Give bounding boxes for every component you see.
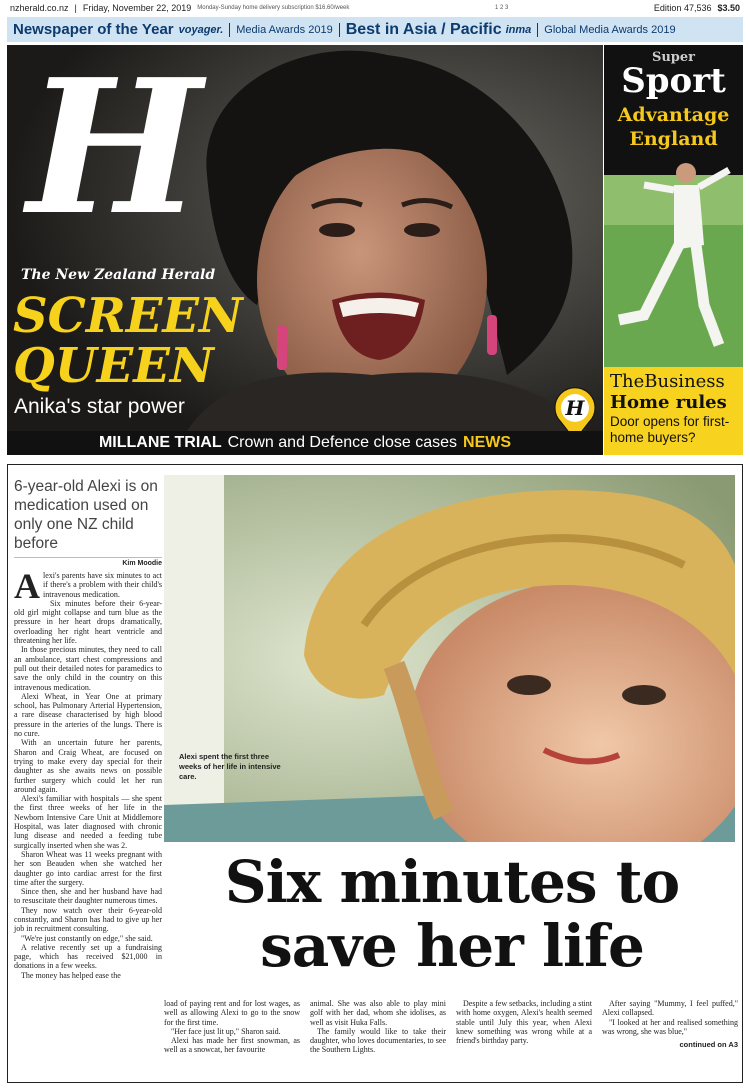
cover-subhead: Anika's star power <box>14 395 185 418</box>
story-column-1 <box>14 566 162 980</box>
story-headline-line-1: Six minutes to <box>224 848 680 916</box>
cover-headline-line-1: SCREEN <box>13 288 243 344</box>
story-column-2 <box>164 999 300 1055</box>
sport-promo-headline <box>604 103 743 151</box>
story-paragraph: Despite a few setbacks, including a stint with home oxygen, Alexi's health seemed stable until July this year, when Alexi knew something was wrong while at a friend's birthday party. <box>456 999 592 1046</box>
global-media-awards-label: Global Media Awards 2019 <box>544 23 676 36</box>
continued-link[interactable]: continued on A3 <box>679 1040 738 1050</box>
divider <box>537 23 538 37</box>
story-paragraph: A relative recently set up a fundraising page, which has received $21,000 in donations in a few weeks. <box>14 942 162 971</box>
sport-promo-panel[interactable] <box>604 45 743 367</box>
site-url: nzherald.co.nz <box>10 3 69 13</box>
story-paragraph: With an uncertain future her parents, Sharon and Craig Wheat, are focused on trying to make every day special for their daughter as she awaits news on possible further surgery which could let her run around again. <box>14 738 162 794</box>
date-separator: | <box>74 3 77 13</box>
news-teaser-text: Crown and Defence close cases <box>227 434 458 451</box>
cover-price: $3.50 <box>717 3 740 13</box>
story-paragraph: The money has helped ease the <box>21 970 121 980</box>
story-paragraph: After saying "Mummy, I feel puffed," Alexi collapsed. <box>602 999 738 1018</box>
drop-cap: A <box>14 566 40 606</box>
issue-date: Friday, November 22, 2019 <box>82 3 192 13</box>
top-info-line <box>10 0 740 16</box>
story-paragraph: Alexi's familiar with hospitals — she spent the first three weeks of her life in the Newborn Intensive Care Unit at Middlemore Hospital, was later diagnosed with chronic lung disease and needed a feeding tube surgically inserted when she was 2. <box>14 794 162 850</box>
business-headline: Home rules <box>610 392 727 413</box>
page-code: 1 2 3 <box>494 5 509 11</box>
story-paragraph: The family would like to take their daughter, who loves documentaries, to see the Southern Lights. <box>310 1026 446 1055</box>
story-headline <box>164 850 740 978</box>
divider <box>339 23 340 37</box>
sport-promo-line-1: Advantage <box>617 104 730 126</box>
story-byline: Kim Moodie <box>14 557 162 567</box>
story-column-5 <box>602 999 738 1055</box>
girl-in-hat-photo <box>164 475 735 842</box>
story-paragraph: load of paying rent and for lost wages, as well as allowing Alexi to go to the snow for the first time. <box>164 999 300 1027</box>
hero-panel <box>7 45 603 431</box>
inma-logo: inma <box>505 23 532 36</box>
story-paragraph: Six minutes before their 6-year-old girl might collapse and turn blue as the pressure in her heart drops dramatically, overloading her right heart ventricle and threatening her life. <box>14 598 162 646</box>
story-headline-line-2: save her life <box>260 912 644 980</box>
business-subhead: Door opens for first-home buyers? <box>610 414 730 445</box>
edition-number: Edition 47,536 <box>653 3 712 13</box>
story-paragraph: "We're just constantly on edge," she said. <box>21 933 153 943</box>
story-paragraph: Alexi's parents have six minutes to act if there's a problem with their child's intravenous medication. <box>14 566 162 606</box>
story-column-3 <box>310 999 446 1055</box>
news-section-label: NEWS <box>463 434 512 451</box>
business-promo-panel[interactable] <box>604 367 743 455</box>
masthead-title: The New Zealand Herald <box>21 267 216 283</box>
story-paragraph: They now watch over their 6-year-old constantly, and Sharon has had to give up her job in recruitment consulting. <box>14 905 162 934</box>
business-section-title: TheBusiness <box>610 371 725 392</box>
sport-super-label: Super <box>651 50 696 65</box>
lead-story <box>7 464 743 1083</box>
awards-strip <box>7 17 743 42</box>
story-column-4 <box>456 999 592 1055</box>
subscription-note: Monday-Sunday home delivery subscription $16.60/week <box>197 5 350 11</box>
cover-headline <box>13 288 243 394</box>
media-awards-label: Media Awards 2019 <box>236 23 333 36</box>
story-paragraph: Alexi Wheat, in Year One at primary school, has Pulmonary Arterial Hypertension, a rare disease characterised by high blood pressure in the arteries of the lungs. There is no cure. <box>14 691 162 739</box>
award-newspaper-of-year: Newspaper of the Year <box>13 21 174 38</box>
voyager-logo: voyager. <box>178 23 224 36</box>
news-teaser-label: MILLANE TRIAL <box>98 434 222 451</box>
story-paragraph: "Her face just lit up," Sharon said. <box>171 1026 281 1036</box>
story-paragraph: Since then, she and her husband have had to resuscitate their daughter numerous times. <box>14 887 162 906</box>
news-teaser-bar[interactable] <box>7 431 603 455</box>
story-paragraph: "I looked at her and realised something was wrong, she was blue," <box>602 1017 738 1036</box>
svg-text:H: H <box>565 396 585 420</box>
sport-promo-line-2: England <box>629 128 718 150</box>
story-paragraph: animal. She was also able to play mini golf with her dad, whom she idolises, as well as visit Huka Falls. <box>310 999 446 1027</box>
story-kicker: 6-year-old Alexi is on medication used on only one NZ child before <box>14 478 158 552</box>
cover-headline-line-2: QUEEN <box>13 338 214 394</box>
divider <box>229 23 230 37</box>
award-best-asia-pacific: Best in Asia / Pacific <box>345 20 502 38</box>
story-paragraph: Sharon Wheat was 11 weeks pregnant with her son Beauden when she watched her daughter go into cardiac arrest for the first time after the surgery. <box>14 849 162 887</box>
sport-title: Sport <box>621 61 726 101</box>
photo-caption: Alexi spent the first three weeks of her life in intensive care. <box>179 752 281 781</box>
story-paragraph: Alexi has made her first snowman, as well as a snowcat, her favourite <box>164 1036 300 1055</box>
story-bottom-columns <box>164 999 738 1055</box>
story-paragraph: In those precious minutes, they need to call an ambulance, start chest compressions and pull out their detailed notes for paramedics to save the only child in the country on this intravenous medication. <box>14 645 162 692</box>
herald-h-logo: H <box>27 45 202 256</box>
